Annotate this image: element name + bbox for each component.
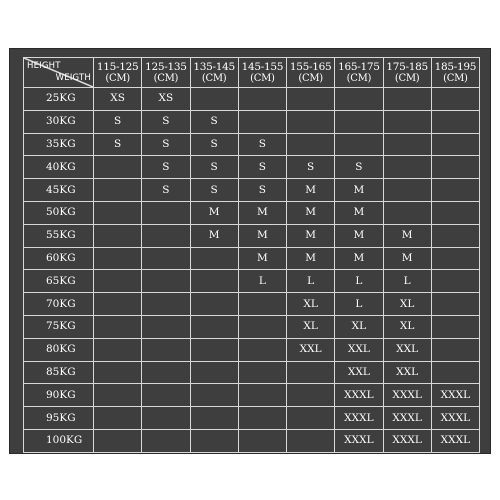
size-cell: M bbox=[335, 247, 383, 270]
size-cell bbox=[142, 361, 190, 384]
size-cell bbox=[190, 270, 238, 293]
size-cell bbox=[431, 110, 479, 133]
table-row bbox=[24, 429, 480, 452]
weight-cell: 70KG bbox=[24, 293, 94, 316]
weight-cell: 30KG bbox=[24, 110, 94, 133]
table-row bbox=[24, 361, 480, 384]
size-cell bbox=[190, 361, 238, 384]
weight-cell: 65KG bbox=[24, 270, 94, 293]
size-cell: XXXL bbox=[431, 429, 479, 452]
height-range: 165-175 bbox=[338, 60, 380, 73]
size-cell: XXL bbox=[335, 338, 383, 361]
size-cell: XXXL bbox=[383, 384, 431, 407]
size-cell: XXXL bbox=[383, 407, 431, 430]
size-cell bbox=[94, 384, 142, 407]
height-column-header bbox=[335, 58, 383, 88]
size-cell bbox=[238, 338, 286, 361]
size-cell bbox=[287, 361, 335, 384]
height-unit: (CM) bbox=[250, 72, 275, 84]
size-cell: S bbox=[238, 133, 286, 156]
size-cell: S bbox=[190, 179, 238, 202]
size-cell bbox=[142, 429, 190, 452]
size-cell: XXL bbox=[335, 361, 383, 384]
size-cell: XXL bbox=[383, 338, 431, 361]
size-cell bbox=[431, 224, 479, 247]
size-cell: M bbox=[190, 224, 238, 247]
size-cell bbox=[335, 110, 383, 133]
table-row bbox=[24, 88, 480, 111]
size-cell bbox=[142, 315, 190, 338]
height-unit: (CM) bbox=[443, 72, 468, 84]
size-cell bbox=[142, 384, 190, 407]
size-cell bbox=[94, 179, 142, 202]
size-cell: S bbox=[238, 179, 286, 202]
weight-cell: 55KG bbox=[24, 224, 94, 247]
size-cell bbox=[190, 338, 238, 361]
size-cell bbox=[383, 201, 431, 224]
table-row bbox=[24, 201, 480, 224]
size-cell bbox=[94, 156, 142, 179]
weight-cell: 25KG bbox=[24, 88, 94, 111]
size-cell bbox=[190, 429, 238, 452]
size-cell: M bbox=[287, 179, 335, 202]
size-cell bbox=[431, 247, 479, 270]
height-column-header bbox=[142, 58, 190, 88]
size-cell: S bbox=[190, 110, 238, 133]
size-cell: XL bbox=[383, 293, 431, 316]
size-cell: M bbox=[287, 224, 335, 247]
size-cell bbox=[94, 270, 142, 293]
height-unit: (CM) bbox=[298, 72, 323, 84]
height-unit: (CM) bbox=[105, 72, 130, 84]
height-column-header bbox=[238, 58, 286, 88]
size-chart-table bbox=[23, 57, 480, 453]
size-cell: XXL bbox=[287, 338, 335, 361]
table-row bbox=[24, 407, 480, 430]
size-cell bbox=[238, 293, 286, 316]
size-cell bbox=[142, 224, 190, 247]
table-row bbox=[24, 224, 480, 247]
size-cell bbox=[383, 179, 431, 202]
size-cell bbox=[431, 338, 479, 361]
size-cell: XXXL bbox=[431, 407, 479, 430]
weight-axis-label: WEIGTH bbox=[55, 73, 91, 83]
size-cell bbox=[142, 247, 190, 270]
weight-cell: 75KG bbox=[24, 315, 94, 338]
size-cell: S bbox=[238, 156, 286, 179]
table-row bbox=[24, 133, 480, 156]
size-cell: M bbox=[383, 224, 431, 247]
size-cell: S bbox=[142, 110, 190, 133]
height-range: 155-165 bbox=[289, 60, 332, 73]
size-cell bbox=[142, 270, 190, 293]
weight-cell: 100KG bbox=[24, 429, 94, 452]
size-cell bbox=[94, 407, 142, 430]
size-cell bbox=[142, 338, 190, 361]
size-cell bbox=[190, 407, 238, 430]
size-cell bbox=[335, 133, 383, 156]
size-cell: XXL bbox=[383, 361, 431, 384]
size-cell: XXXL bbox=[335, 384, 383, 407]
height-range: 135-145 bbox=[193, 60, 235, 73]
height-range: 115-125 bbox=[96, 60, 139, 73]
height-unit: (CM) bbox=[201, 72, 227, 84]
size-cell: XL bbox=[287, 293, 335, 316]
height-range: 185-195 bbox=[434, 60, 477, 73]
table-row bbox=[24, 293, 480, 316]
height-range: 125-135 bbox=[145, 60, 187, 73]
size-cell: S bbox=[142, 179, 190, 202]
header-row bbox=[24, 58, 480, 88]
weight-cell: 35KG bbox=[24, 133, 94, 156]
size-cell bbox=[383, 88, 431, 111]
size-cell: XXXL bbox=[335, 407, 383, 430]
size-cell: M bbox=[335, 201, 383, 224]
size-cell: XL bbox=[383, 315, 431, 338]
table-row bbox=[24, 384, 480, 407]
size-cell bbox=[94, 338, 142, 361]
size-cell bbox=[238, 407, 286, 430]
size-cell: S bbox=[335, 156, 383, 179]
height-unit: (CM) bbox=[153, 72, 179, 84]
size-cell bbox=[238, 88, 286, 111]
size-cell: L bbox=[335, 270, 383, 293]
table-row bbox=[24, 179, 480, 202]
height-range: 175-185 bbox=[386, 60, 428, 73]
size-cell: XS bbox=[94, 88, 142, 111]
height-column-header bbox=[287, 58, 335, 88]
size-cell bbox=[431, 88, 479, 111]
size-cell bbox=[238, 361, 286, 384]
size-cell bbox=[94, 247, 142, 270]
height-column-header bbox=[190, 58, 238, 88]
size-cell bbox=[287, 384, 335, 407]
table-row bbox=[24, 270, 480, 293]
table-row bbox=[24, 110, 480, 133]
table-row bbox=[24, 338, 480, 361]
weight-cell: 60KG bbox=[24, 247, 94, 270]
size-cell bbox=[383, 110, 431, 133]
size-cell bbox=[190, 315, 238, 338]
size-cell: XS bbox=[142, 88, 190, 111]
size-cell bbox=[238, 315, 286, 338]
size-cell bbox=[287, 407, 335, 430]
size-cell: S bbox=[94, 110, 142, 133]
size-cell bbox=[238, 429, 286, 452]
weight-cell: 90KG bbox=[24, 384, 94, 407]
size-cell bbox=[431, 201, 479, 224]
size-cell: XXXL bbox=[431, 384, 479, 407]
weight-cell: 95KG bbox=[24, 407, 94, 430]
size-cell: S bbox=[287, 156, 335, 179]
weight-cell: 45KG bbox=[24, 179, 94, 202]
size-cell bbox=[287, 110, 335, 133]
size-cell: L bbox=[383, 270, 431, 293]
corner-cell bbox=[24, 58, 94, 88]
size-cell bbox=[431, 315, 479, 338]
size-cell bbox=[238, 110, 286, 133]
size-cell bbox=[431, 156, 479, 179]
size-cell: XXXL bbox=[335, 429, 383, 452]
size-cell: M bbox=[335, 179, 383, 202]
size-cell: L bbox=[287, 270, 335, 293]
table-row bbox=[24, 315, 480, 338]
height-column-header bbox=[94, 58, 142, 88]
size-cell bbox=[190, 384, 238, 407]
size-cell bbox=[335, 88, 383, 111]
size-cell: S bbox=[190, 156, 238, 179]
size-cell bbox=[190, 247, 238, 270]
size-cell bbox=[142, 293, 190, 316]
weight-cell: 80KG bbox=[24, 338, 94, 361]
table-body bbox=[24, 88, 480, 453]
size-cell bbox=[142, 407, 190, 430]
height-axis-label: HEIGHT bbox=[27, 61, 61, 71]
size-cell: XL bbox=[287, 315, 335, 338]
size-cell: M bbox=[287, 201, 335, 224]
size-cell: M bbox=[335, 224, 383, 247]
size-cell bbox=[94, 361, 142, 384]
size-cell bbox=[287, 429, 335, 452]
size-chart-board bbox=[10, 49, 490, 453]
size-cell: M bbox=[287, 247, 335, 270]
size-cell bbox=[142, 201, 190, 224]
size-cell bbox=[94, 429, 142, 452]
size-cell bbox=[94, 315, 142, 338]
size-cell: M bbox=[190, 201, 238, 224]
height-column-header bbox=[431, 58, 479, 88]
size-cell: S bbox=[142, 156, 190, 179]
size-cell bbox=[94, 293, 142, 316]
size-cell: M bbox=[383, 247, 431, 270]
size-cell: M bbox=[238, 201, 286, 224]
size-cell: S bbox=[142, 133, 190, 156]
size-cell bbox=[190, 293, 238, 316]
size-cell bbox=[94, 201, 142, 224]
height-column-header bbox=[383, 58, 431, 88]
size-cell: XXXL bbox=[383, 429, 431, 452]
weight-cell: 85KG bbox=[24, 361, 94, 384]
size-cell: S bbox=[190, 133, 238, 156]
size-cell bbox=[287, 88, 335, 111]
size-cell bbox=[94, 224, 142, 247]
size-cell bbox=[431, 361, 479, 384]
size-cell bbox=[383, 156, 431, 179]
size-cell bbox=[383, 133, 431, 156]
weight-cell: 50KG bbox=[24, 201, 94, 224]
height-unit: (CM) bbox=[394, 72, 420, 84]
size-cell bbox=[190, 88, 238, 111]
size-cell: L bbox=[238, 270, 286, 293]
height-unit: (CM) bbox=[346, 72, 372, 84]
weight-cell: 40KG bbox=[24, 156, 94, 179]
size-cell bbox=[431, 293, 479, 316]
size-cell bbox=[238, 384, 286, 407]
size-cell: M bbox=[238, 247, 286, 270]
height-range: 145-155 bbox=[241, 60, 284, 73]
size-cell: M bbox=[238, 224, 286, 247]
table-row bbox=[24, 247, 480, 270]
size-cell: S bbox=[94, 133, 142, 156]
size-cell bbox=[431, 179, 479, 202]
size-cell: XL bbox=[335, 315, 383, 338]
size-cell bbox=[431, 133, 479, 156]
table-row bbox=[24, 156, 480, 179]
size-cell bbox=[431, 270, 479, 293]
size-cell bbox=[287, 133, 335, 156]
size-cell: L bbox=[335, 293, 383, 316]
